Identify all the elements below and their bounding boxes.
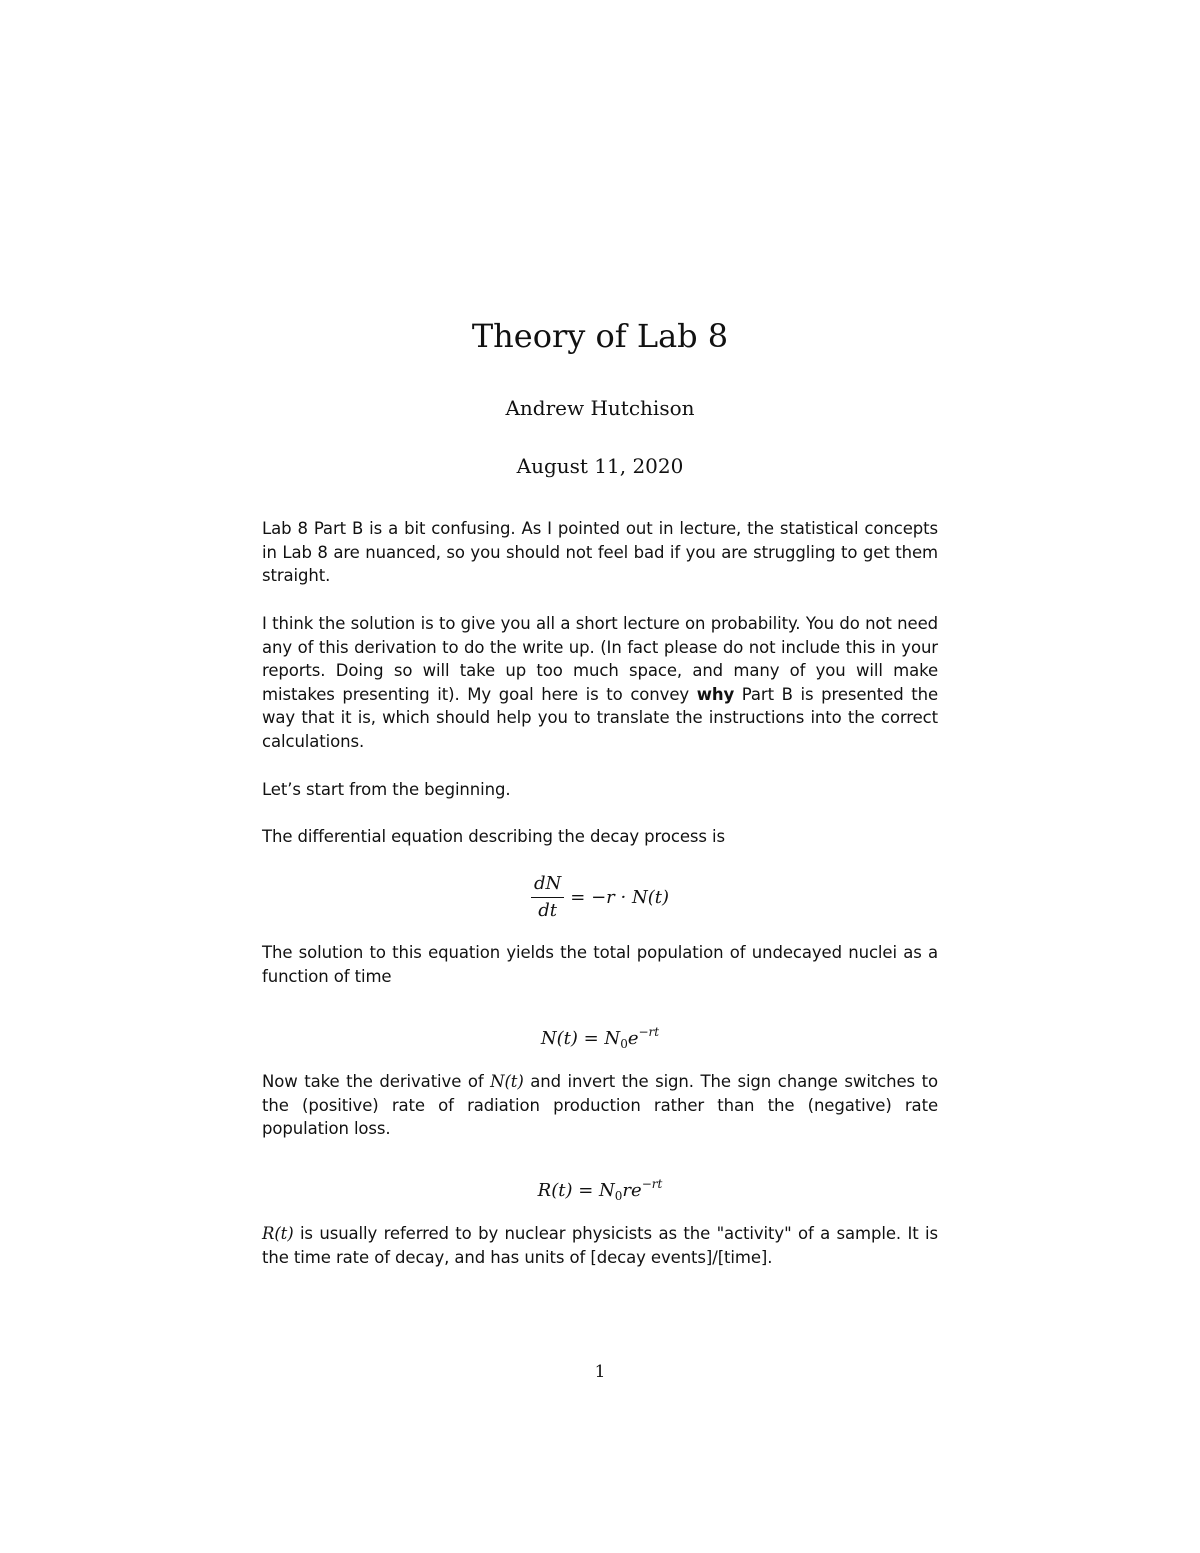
document-author: Andrew Hutchison — [505, 396, 695, 420]
subscript: 0 — [614, 1189, 623, 1203]
paragraph-text: is usually referred to by nuclear physicists as the "activity" of a sample. It is the time rate of decay, and has units of [decay events]/[time]. — [262, 1224, 938, 1267]
equation-decay-differential — [0, 873, 1200, 922]
page-number: 1 — [594, 1362, 606, 1382]
equation-lhs: R(t) = N — [537, 1180, 615, 1201]
subscript: 0 — [620, 1037, 628, 1051]
exponent: −rt — [641, 1177, 663, 1191]
equation-rhs: = −r · N(t) — [570, 886, 669, 908]
paragraph-activity — [262, 1222, 938, 1269]
paragraph-text: and invert the sign. The sign change switches to the (positive) rate of radiation production rather than the (negative) rate population loss. — [262, 1072, 938, 1138]
equation-lhs: N(t) = N — [540, 1028, 621, 1049]
paragraph-intro: Lab 8 Part B is a bit confusing. As I pointed out in lecture, the statistical concepts in Lab 8 are nuanced, so you should not feel bad if you are struggling to get them straight. — [262, 519, 938, 585]
fraction-denominator: dt — [538, 900, 558, 921]
emphasis-why: why — [696, 684, 735, 704]
paragraph-text: Part B is presented the way that it is, which should help you to translate the instructions into the correct calculations. — [262, 684, 938, 751]
document-title: Theory of Lab 8 — [471, 317, 729, 355]
equation-population — [0, 1018, 1200, 1058]
paragraph-solution: The solution to this equation yields the total population of undecayed nuclei as a function of time — [262, 943, 938, 986]
inline-math: R(t) — [262, 1224, 294, 1243]
paragraph-start: Let’s start from the beginning. — [262, 780, 511, 799]
equation-base: re — [622, 1180, 642, 1201]
equation-activity — [0, 1170, 1200, 1210]
paragraph-text: Now take the derivative of — [262, 1072, 491, 1091]
paragraph-derivative — [262, 1070, 938, 1141]
inline-math: N(t) — [490, 1072, 524, 1091]
paragraph-probability-lecture — [262, 612, 938, 753]
equation-base: e — [627, 1028, 639, 1049]
fraction-numerator: dN — [531, 873, 564, 898]
document-date: August 11, 2020 — [516, 454, 684, 478]
exponent: −rt — [638, 1025, 660, 1039]
fraction — [531, 873, 564, 922]
paragraph-text: I think the solution is to give you all a short lecture on probability. You do not need any of this derivation to do the write up. (In fact please do not include this in your reports. Doing so will take up too much space, and many of you will make mistakes presenting it). My goal here is to convey — [262, 614, 938, 704]
paragraph-differential-equation: The differential equation describing the decay process is — [262, 827, 725, 846]
